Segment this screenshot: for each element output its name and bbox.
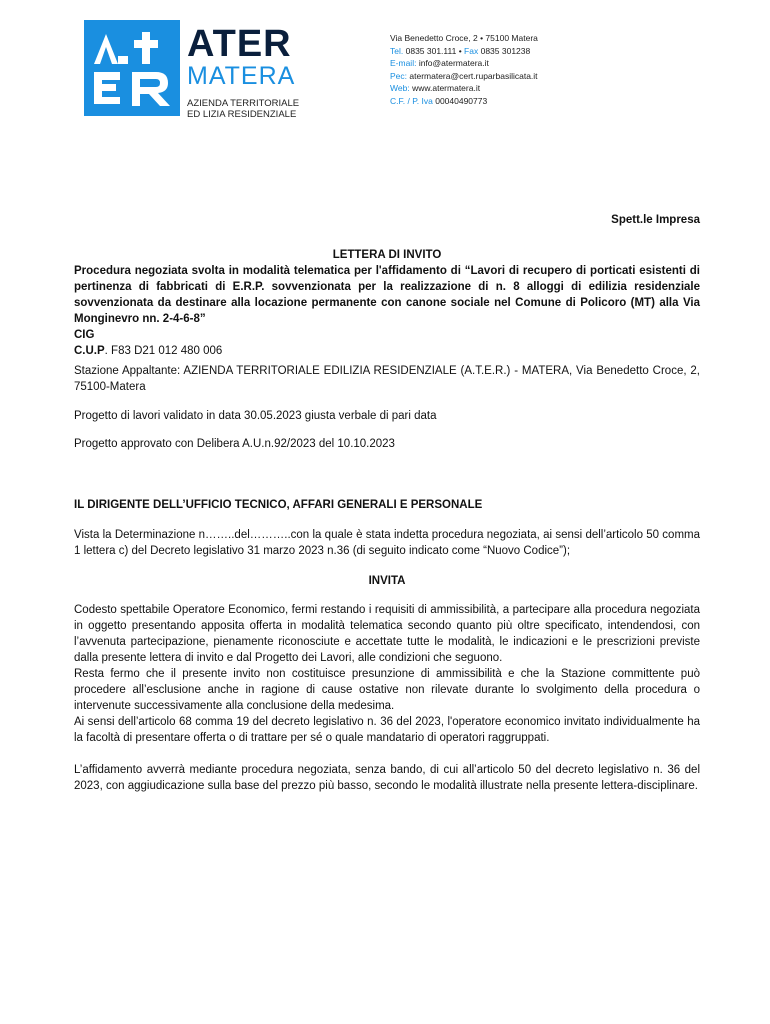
cf-value: 00040490773: [435, 95, 488, 106]
brand-subtitle: [187, 98, 299, 120]
brand-ater: ATER: [187, 23, 292, 65]
email-label: E-mail:: [390, 58, 417, 69]
tel-value: 0835 301.111: [405, 45, 457, 56]
paragraph-3: Ai sensi dell’articolo 68 comma 19 del decreto legislativo n. 36 del 2023, l'operatore economico invitato individualmente ha la facoltà di presentare offerta o di trattare per sé o quale mandatario di operatori raggruppati.: [74, 716, 700, 744]
brand-sub-line2: ED LIZIA RESIDENZIALE: [187, 109, 297, 120]
recipient: Spett.le Impresa: [611, 214, 700, 226]
invita-heading: INVITA: [368, 575, 406, 587]
pec-label: Pec:: [390, 70, 408, 81]
brand-matera: MATERA: [187, 62, 296, 90]
web-label: Web:: [390, 83, 410, 94]
contact-pec: [390, 70, 538, 83]
ater-logo-icon: [84, 20, 180, 116]
fax-value: 0835 301238: [480, 45, 531, 56]
paragraph-2: Resta fermo che il presente invito non costituisce presunzione di ammissibilità e che la Stazione committente può procedere all’esclusione anche in ragione di cause ostative non rilevate durante lo svolgimento della procedura o intervenute successivamente alla conclusione della medesima.: [74, 668, 700, 712]
pec-link[interactable]: atermatera@cert.ruparbasilicata.it: [409, 70, 538, 81]
cup-value: . F83 D21 012 480 006: [104, 345, 223, 357]
dirigente-heading: IL DIRIGENTE DELL’UFFICIO TECNICO, AFFARI GENERALI E PERSONALE: [74, 499, 483, 511]
brand-sub-line1: AZIENDA TERRITORIALE: [187, 98, 300, 109]
progetto-approvato: Progetto approvato con Delibera A.U.n.92/2023 del 10.10.2023: [74, 438, 395, 450]
contact-web: [390, 82, 538, 95]
web-link[interactable]: www.atermatera.it: [412, 83, 481, 94]
cig-label: CIG: [74, 329, 95, 341]
contact-block: [390, 32, 538, 108]
vista-paragraph: Vista la Determinazione n……..del………..con la quale è stata indetta procedura negoziata, ai sensi dell’articolo 50 comma 1 lettera c) del Decreto legislativo 31 marzo 2023 n.36 (di seguito indicato come “Nuovo Codice”);: [74, 529, 700, 557]
contact-phone: Tel. 0835 301.111 • Fax 0835 301238: [390, 45, 531, 56]
letter-body: [74, 247, 700, 794]
email-link[interactable]: info@atermatera.it: [418, 58, 489, 69]
cup-line: [74, 343, 700, 359]
letter-title: LETTERA DI INVITO: [332, 249, 442, 261]
fax-label: Fax: [464, 45, 479, 56]
contact-address: Via Benedetto Croce, 2 • 75100 Matera: [390, 33, 538, 43]
paragraph-4: L’affidamento avverrà mediante procedura negoziata, senza bando, di cui all’articolo 50 del decreto legislativo n. 36 del 2023, con aggiudicazione sulla base del prezzo più basso, secondo le modalità illustrate nella presente lettera-disciplinare.: [74, 764, 700, 792]
contact-cf: [390, 95, 538, 108]
stazione-appaltante: Stazione Appaltante: AZIENDA TERRITORIALE EDILIZIA RESIDENZIALE (A.T.E.R.) - MATERA, Via Benedetto Croce, 2, 75100-Matera: [74, 365, 700, 393]
contact-email: [390, 57, 538, 70]
tel-label: Tel.: [390, 45, 404, 56]
letter-subject: Procedura negoziata svolta in modalità telematica per l'affidamento di “Lavori di recupero di porticati esistenti di pertinenza di fabbricati di E.R.P. sovvenzionata per la realizzazione di n. 8 alloggi di edilizia residenziale sovvenzionata da destinare alla locazione permanente con canone sociale nel Comune di Policoro (MT) alla Via Monginevro nn. 2-4-6-8”: [74, 265, 700, 325]
paragraph-1: Codesto spettabile Operatore Economico, fermi restando i requisiti di ammissibilità, a partecipare alla procedura negoziata in oggetto presentando apposita offerta in modalità telematica secondo quanto più oltre specificato, intendendosi, con l’avvenuta partecipazione, pienamente riconosciute e accettate tutte le modalità, le indicazioni e le prescrizioni previste dalla presente lettera di invito e dal Progetto dei Lavori, alle condizioni che seguono.: [74, 604, 700, 664]
cf-label: C.F. / P. Iva: [390, 95, 433, 106]
cup-label: C.U.P: [74, 345, 105, 357]
progetto-validato: Progetto di lavori validato in data 30.05.2023 giusta verbale di pari data: [74, 410, 437, 422]
